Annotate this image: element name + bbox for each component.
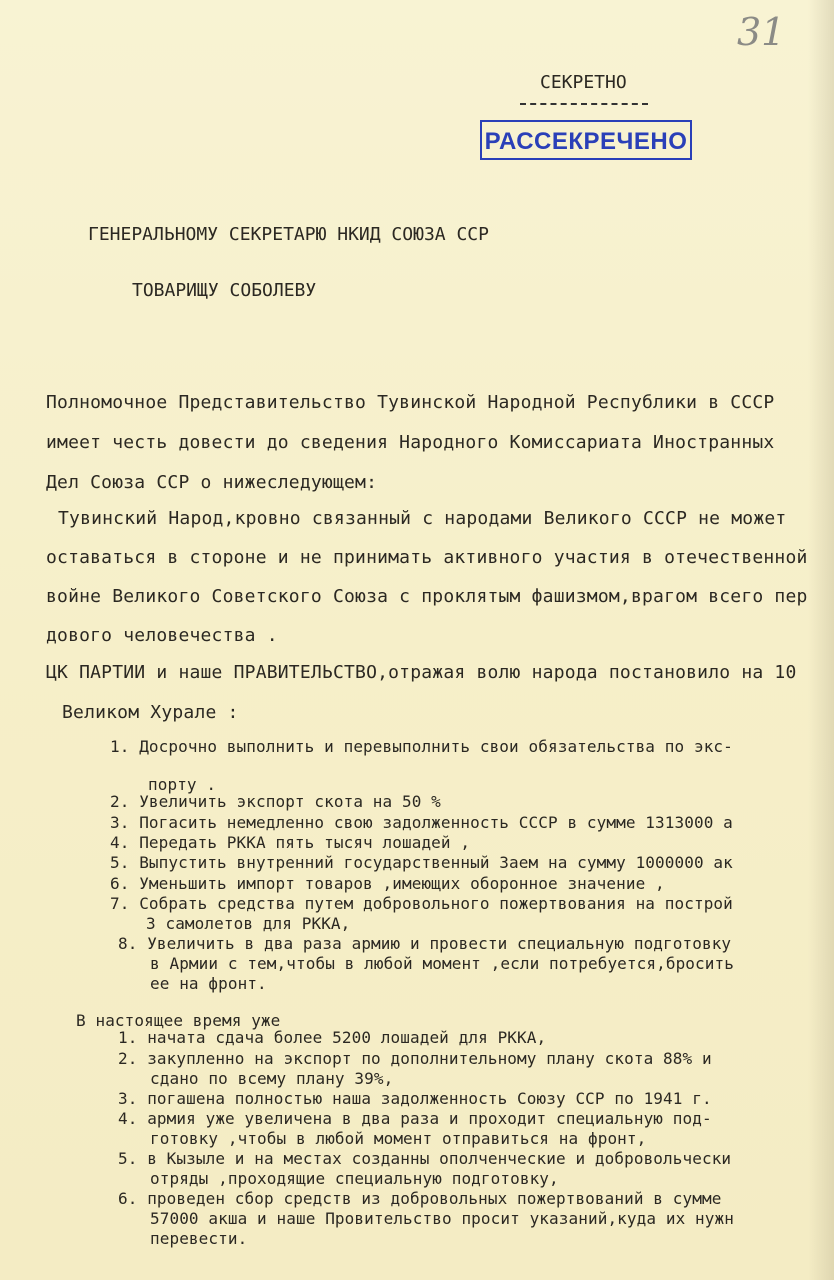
decision-item: 7. Собрать средства путем добровольного пожертвования на построй <box>110 894 733 913</box>
progress-item-continuation: отряды ,проходящие специальную подготовку, <box>150 1169 559 1188</box>
declassified-stamp: РАССЕКРЕЧЕНО <box>480 120 692 160</box>
progress-item-continuation: готовку ,чтобы в любой момент отправиться на фронт, <box>150 1129 647 1148</box>
progress-item: 2. закупленно на экспорт по дополнительному плану скота 88% и <box>118 1049 712 1068</box>
progress-item: 5. в Кызыле и на местах созданны ополченческие и добровольчески <box>118 1149 732 1168</box>
decision-item-continuation: ее на фронт. <box>150 974 267 993</box>
progress-item-continuation: 57000 акша и наше Провительство просит указаний,куда их нужн <box>150 1209 734 1228</box>
decision-item: 4. Передать РККА пять тысяч лошадей , <box>110 833 471 852</box>
decision-item: 2. Увеличить экспорт скота на 50 % <box>110 792 441 811</box>
body-line: Полномочное Представительство Тувинской Народной Республики в СССР <box>46 392 775 413</box>
body-line: имеет честь довести до сведения Народного Комиссариата Иностранных <box>46 432 775 453</box>
progress-heading: В настоящее время уже <box>76 1011 281 1030</box>
decision-item: 5. Выпустить внутренний государственный Заем на сумму 1000000 ак <box>110 853 733 872</box>
progress-item-continuation: сдано по всему плану 39%, <box>150 1069 394 1088</box>
body-line: ЦК ПАРТИИ и наше ПРАВИТЕЛЬСТВО,отражая волю народа постановило на 10 <box>46 662 797 683</box>
decision-item-continuation: в Армии с тем,чтобы в любой момент ,если потребуется,бросить <box>150 954 734 973</box>
classification-mark: СЕКРЕТНО <box>540 72 627 93</box>
decision-item-continuation: 3 самолетов для РККА, <box>146 914 351 933</box>
body-line: Тувинский Народ,кровно связанный с народами Великого СССР не может <box>58 508 787 529</box>
comrade-line: ТОВАРИЩУ СОБОЛЕВУ <box>132 280 317 301</box>
body-line: Дел Союза ССР о нижеследующем: <box>46 472 378 493</box>
progress-item: 6. проведен сбор средств из добровольных пожертвований в сумме <box>118 1189 722 1208</box>
body-line: войне Великого Советского Союза с проклятым фашизмом,врагом всего пер <box>46 586 808 607</box>
body-line: оставаться в стороне и не принимать активного участия в отечественной <box>46 547 808 568</box>
progress-item: 3. погашена полностью наша задолженность Союзу ССР по 1941 г. <box>118 1089 712 1108</box>
progress-item: 4. армия уже увеличена в два раза и проходит специальную под- <box>118 1109 712 1128</box>
progress-item-continuation: перевести. <box>150 1229 248 1248</box>
addressee-line: ГЕНЕРАЛЬНОМУ СЕКРЕТАРЮ НКИД СОЮЗА ССР <box>88 224 489 245</box>
page-number: 31 <box>737 10 786 54</box>
decision-item: 3. Погасить немедленно свою задолженность СССР в сумме 1313000 а <box>110 813 733 832</box>
page-edge-shadow <box>808 0 834 1280</box>
body-line: дового человечества . <box>46 625 278 646</box>
progress-item: 1. начата сдача более 5200 лошадей для РККА, <box>118 1028 547 1047</box>
decision-item-continuation: портy . <box>148 775 217 794</box>
decision-item: 6. Уменьшить импорт товаров ,имеющих оборонное значение , <box>110 874 665 893</box>
decision-item: 1. Досрочно выполнить и перевыполнить свои обязательства по экс- <box>110 737 733 756</box>
classification-underline <box>520 103 648 105</box>
decision-item: 8. Увеличить в два раза армию и провести специальную подготовку <box>118 934 732 953</box>
body-line: Великом Хурале : <box>62 702 239 723</box>
